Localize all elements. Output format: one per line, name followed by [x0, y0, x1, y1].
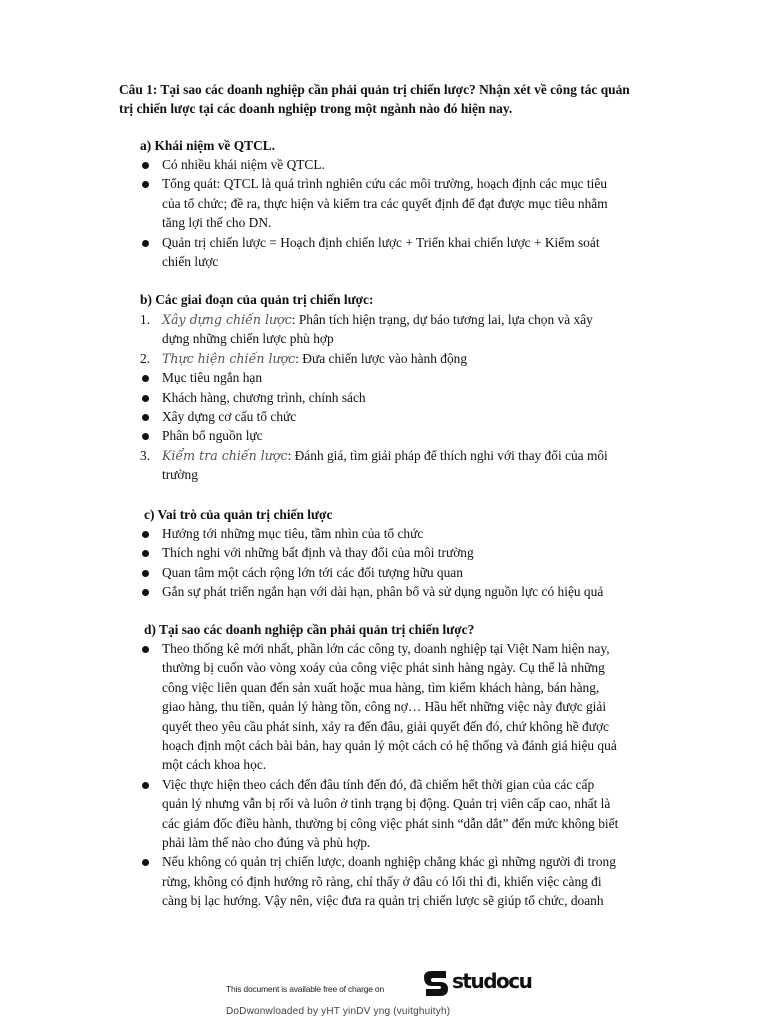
bullet-icon	[140, 388, 160, 407]
step-number: 3.	[140, 447, 151, 463]
list-item: Gắn sự phát triển ngắn hạn với dài hạn, phân bổ và sử dụng nguồn lực có hiệu quả	[140, 582, 620, 601]
list-item: Khách hàng, chương trình, chính sách	[140, 388, 620, 407]
list-item: Nếu không có quản trị chiến lược, doanh nghiệp chẳng khác gì những người đi trong rừng, không có định hướng rõ ràng, chỉ thấy ở đâu có lối thì đi, khiến việc càng đi càng bị lạc hướng. Vậy nên, việc đưa ra quản trị chiến lược sẽ giúp tổ chức, doanh	[140, 852, 620, 910]
bullet-icon	[140, 775, 160, 794]
question-title: Câu 1: Tại sao các doanh nghiệp cần phải quản trị chiến lược? Nhận xét về công tác quản trị chiến lược tại các doanh nghiệp trong một ngành nào đó hiện nay.	[119, 82, 630, 117]
section-c-list	[140, 524, 620, 602]
list-item: Quản trị chiến lược = Hoạch định chiến lược + Triển khai chiến lược + Kiểm soát chiến lược	[140, 233, 620, 272]
availability-note: This document is available free of charge on	[226, 984, 384, 994]
step-number: 1.	[140, 312, 151, 327]
section-b-list	[140, 310, 620, 485]
studocu-logo-icon	[420, 969, 452, 999]
section-d-list	[140, 639, 620, 911]
brand-name: studocu	[452, 969, 532, 993]
bullet-icon	[140, 543, 160, 562]
section-c-heading: c) Vai trò của quản trị chiến lược	[144, 507, 333, 522]
bullet-icon	[140, 174, 160, 193]
list-item: Quan tâm một cách rộng lớn tới các đối tượng hữu quan	[140, 563, 620, 582]
bullet-icon	[140, 407, 160, 426]
list-item: Hướng tới những mục tiêu, tầm nhìn của tổ chức	[140, 524, 620, 543]
list-item: Tổng quát: QTCL là quá trình nghiên cứu các môi trường, hoạch định các mục tiêu của tổ chức; đề ra, thực hiện và kiểm tra các quyết định để đạt được mục tiêu nhằm tăng lợi thế cho DN.	[140, 174, 620, 232]
bullet-icon	[140, 639, 160, 658]
list-item: 2. Thực hiện chiến lược: Đưa chiến lược vào hành động	[140, 349, 620, 368]
bullet-icon	[140, 852, 160, 871]
list-item: Phân bổ nguồn lực	[140, 426, 620, 445]
bullet-icon	[140, 155, 160, 174]
list-item: Xây dựng cơ cấu tổ chức	[140, 407, 620, 426]
bullet-icon	[140, 582, 160, 601]
list-item: Việc thực hiện theo cách đến đâu tính đến đó, đã chiếm hết thời gian của các cấp quản lý nhưng vẫn bị rối và luôn ở tình trạng bị động. Quản trị viên cấp cao, nhất là các giám đốc điều hành, thường bị công việc phát sinh “dẫn dắt” đến mức không biết phải làm thế nào cho đúng và phù hợp.	[140, 775, 620, 853]
list-item: Theo thống kê mới nhất, phần lớn các công ty, doanh nghiệp tại Việt Nam hiện nay, thường bị cuốn vào vòng xoáy của công việc phát sinh hàng ngày. Cụ thể là những công việc liên quan đến sản xuất hoặc mua hàng, tìm kiếm khách hàng, bán hàng, giao hàng, thu tiền, quản lý hàng tồn, công nợ… Hầu hết những việc này được giải quyết theo yêu cầu phát sinh, xảy ra đến đâu, giải quyết đến đó, chứ không hề được hoạch định một cách bài bản, hay quản lý một cách có hệ thống và đánh giá hiệu quả một cách khoa học.	[140, 639, 620, 775]
footer	[0, 960, 768, 1024]
bullet-icon	[140, 426, 160, 445]
list-item: Thích nghi với những bất định và thay đổi của môi trường	[140, 543, 620, 562]
bullet-icon	[140, 368, 160, 387]
studocu-logo-link[interactable]	[420, 969, 550, 999]
bullet-icon	[140, 233, 160, 252]
list-item: 1. Xây dựng chiến lược: Phân tích hiện trạng, dự báo tương lai, lựa chọn và xây dựng những chiến lược phù hợp	[140, 312, 593, 347]
phase-label: Thực hiện chiến lược	[162, 350, 296, 366]
download-note: DoDwonwloaded by yHT yinDV yng (vuitghuityh)	[226, 1006, 451, 1017]
section-a-list	[140, 155, 620, 271]
list-item: 3. Kiểm tra chiến lược: Đánh giá, tìm giải pháp để thích nghi với thay đổi của môi trường	[140, 447, 608, 483]
list-item: Mục tiêu ngắn hạn	[140, 368, 620, 387]
section-a-heading: a) Khái niệm về QTCL.	[140, 138, 276, 153]
section-b-heading: b) Các giai đoạn của quản trị chiến lược:	[140, 292, 374, 307]
step-number: 2.	[140, 350, 151, 366]
bullet-icon	[140, 563, 160, 582]
phase-label: Xây dựng chiến lược	[162, 312, 292, 327]
list-item: Có nhiều khái niệm về QTCL.	[140, 155, 620, 174]
section-d-heading: d) Tại sao các doanh nghiệp cần phải quản trị chiến lược?	[144, 622, 475, 637]
phase-label: Kiểm tra chiến lược	[162, 447, 288, 463]
bullet-icon	[140, 524, 160, 543]
